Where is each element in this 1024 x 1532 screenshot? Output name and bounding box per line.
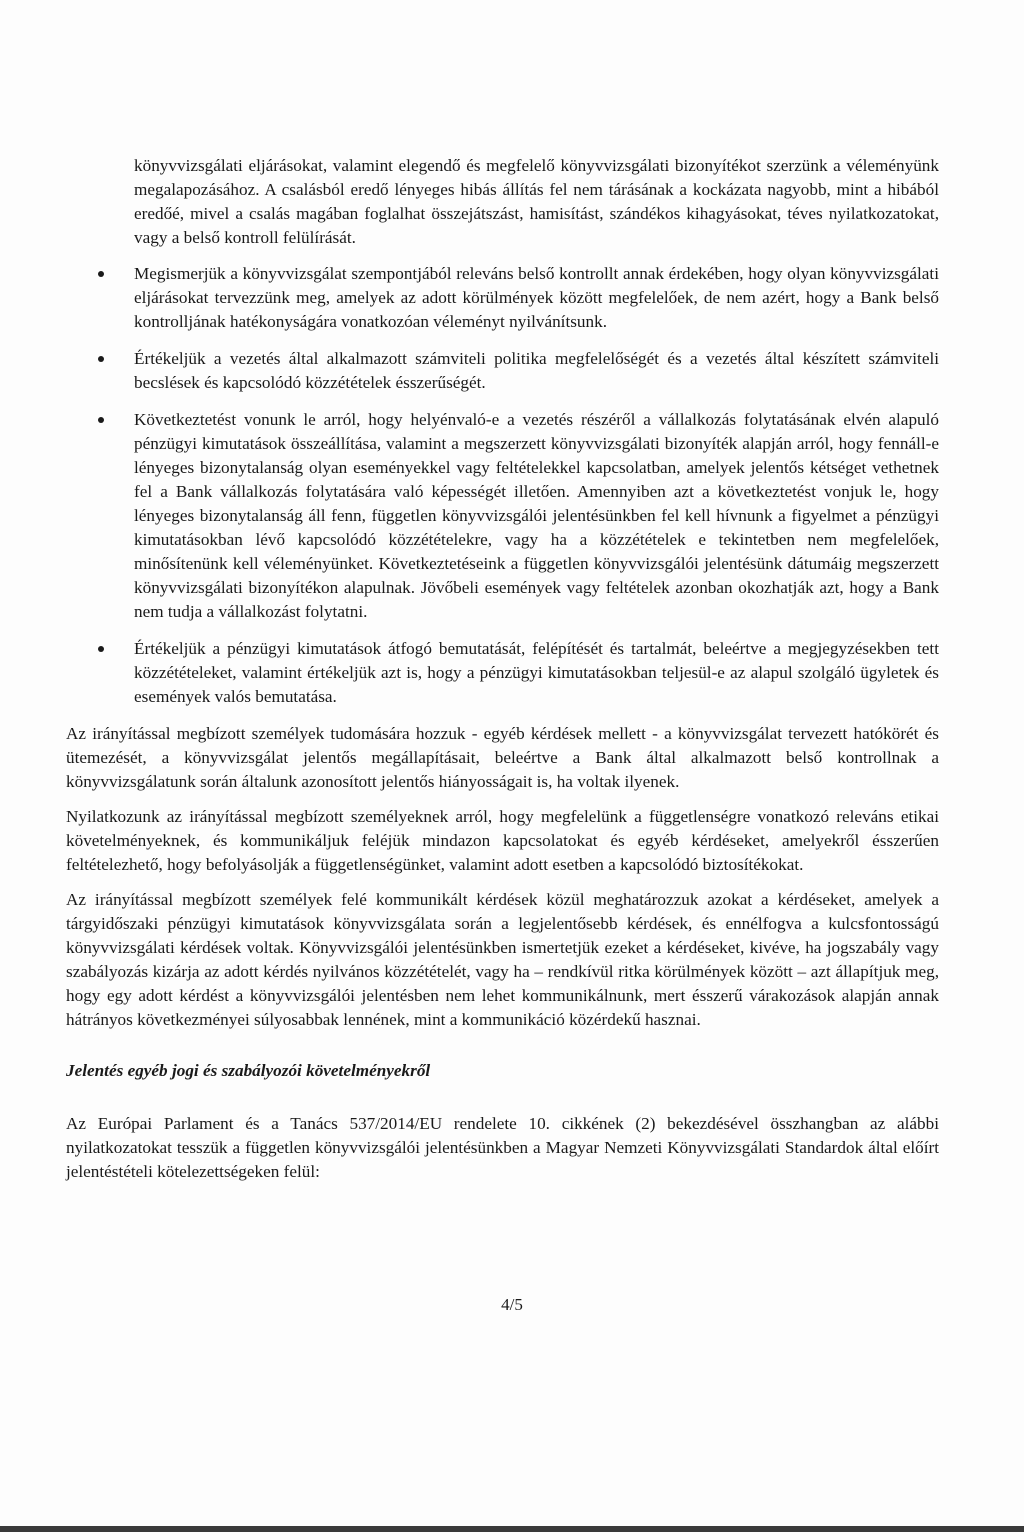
intro-paragraph: könyvvizsgálati eljárásokat, valamint elegendő és megfelelő könyvvizsgálati bizonyítékot szerzünk a véleményünk megalapozásához. A csalásból eredő lényeges hibás állítás fel nem tárásának a kockázata nagyobb, mint a hibából eredőé, mivel a csalás magában foglalhat összejátszást, hamisítást, szándékos kihagyásokat, téves nyilatkozatokat, vagy a belső kontroll felülírását.	[134, 156, 939, 247]
document-body	[66, 154, 939, 1184]
list-item-text: Megismerjük a könyvvizsgálat szempontjából releváns belső kontrollt annak érdekében, hogy olyan könyvvizsgálati eljárásokat tervezzünk meg, amelyek az adott körülmények között megfelelőek, de nem azért, hogy a Bank belső kontrolljának hatékonyságára vonatkozóan véleményt nyilvánítsunk.	[134, 264, 939, 331]
list-item	[66, 408, 939, 624]
list-item-text: Értékeljük a vezetés által alkalmazott számviteli politika megfelelőségét és a vezetés által készített számviteli becslések és kapcsolódó közzétételek ésszerűségét.	[134, 349, 939, 392]
scan-edge	[0, 1526, 1024, 1532]
bullet-icon	[98, 417, 104, 423]
independence-paragraph: Nyilatkozunk az irányítással megbízott személyeknek arról, hogy megfelelünk a függetlenségre vonatkozó releváns etikai követelményeknek, és kommunikáljuk feléjük mindazon kapcsolatokat és egyéb kérdéseket, amelyekről ésszerűen feltételezhető, hogy befolyásolják a függetlenségünket, valamint adott esetben a kapcsolódó biztosítékokat.	[66, 807, 939, 874]
page-number: 4/5	[501, 1295, 523, 1314]
section-heading: Jelentés egyéb jogi és szabályozói követelményekről	[66, 1061, 431, 1080]
governance-communication-paragraph: Az irányítással megbízott személyek tudomására hozzuk - egyéb kérdések mellett - a könyvvizsgálat tervezett hatókörét és ütemezését, a könyvvizsgálat jelentős megállapításait, beleértve a Bank által alkalmazott belső kontrollnak a könyvvizsgálatunk során általunk azonosított jelentős hiányosságait is, ha voltak ilyenek.	[66, 724, 939, 791]
list-item	[66, 262, 939, 334]
list-item	[66, 347, 939, 395]
bullet-icon	[98, 356, 104, 362]
list-item	[66, 637, 939, 709]
list-item-text: Értékeljük a pénzügyi kimutatások átfogó bemutatását, felépítését és tartalmát, beleértve a megjegyzésekben tett közzétételeket, valamint értékeljük azt is, hogy a pénzügyi kimutatásokban teljesül-e az alapul szolgáló ügyletek és események valós bemutatása.	[134, 639, 939, 706]
regulation-paragraph: Az Európai Parlament és a Tanács 537/2014/EU rendelete 10. cikkének (2) bekezdésével összhangban az alábbi nyilatkozatokat tesszük a független könyvvizsgálói jelentésünkben a Magyar Nemzeti Könyvvizsgálati Standardok által előírt jelentéstételi kötelezettségeken felül:	[66, 1114, 939, 1181]
key-audit-matters-paragraph: Az irányítással megbízott személyek felé kommunikált kérdések közül meghatározzuk azokat a kérdéseket, amelyek a tárgyidőszaki pénzügyi kimutatások könyvvizsgálata során a legjelentősebb kérdések, és ennélfogva a kulcsfontosságú könyvvizsgálati kérdések voltak. Könyvvizsgálói jelentésünkben ismertetjük ezeket a kérdéseket, kivéve, ha jogszabály vagy szabályozás kizárja az adott kérdés nyilvános közzétételét, vagy ha – rendkívül ritka körülmények között – azt állapítjuk meg, hogy egy adott kérdést a könyvvizsgálói jelentésben nem lehet kommunikálnunk, mert ésszerű várakozások alapján annak hátrányos következményei súlyosabbak lennének, mint a kommunikáció közérdekű hasznai.	[66, 890, 939, 1029]
bullet-icon	[98, 271, 104, 277]
list-item-text: Következtetést vonunk le arról, hogy helyénvaló-e a vezetés részéről a vállalkozás folytatásának elvén alapuló pénzügyi kimutatások összeállítása, valamint a megszerzett könyvvizsgálati bizonyíték alapján arról, hogy fennáll-e lényeges bizonytalanság olyan eseményekkel vagy feltételekkel kapcsolatban, amelyek jelentős kétséget vethetnek fel a Bank vállalkozás folytatására való képességét illetően. Amennyiben azt a következtetést vonjuk le, hogy lényeges bizonytalanság áll fenn, független könyvvizsgálói jelentésünkben fel kell hívnunk a figyelmet a pénzügyi kimutatásokban lévő kapcsolódó közzétételekre, vagy ha a közzétételek e tekintetben nem megfelelőek, minősítenünk kell véleményünket. Következtetéseink a független könyvvizsgálói jelentésünk dátumáig megszerzett könyvvizsgálati bizonyítékon alapulnak. Jövőbeli események vagy feltételek azonban okozhatják azt, hogy a Bank nem tudja a vállalkozást folytatni.	[134, 410, 939, 621]
audit-procedures-list	[66, 262, 939, 709]
bullet-icon	[98, 646, 104, 652]
